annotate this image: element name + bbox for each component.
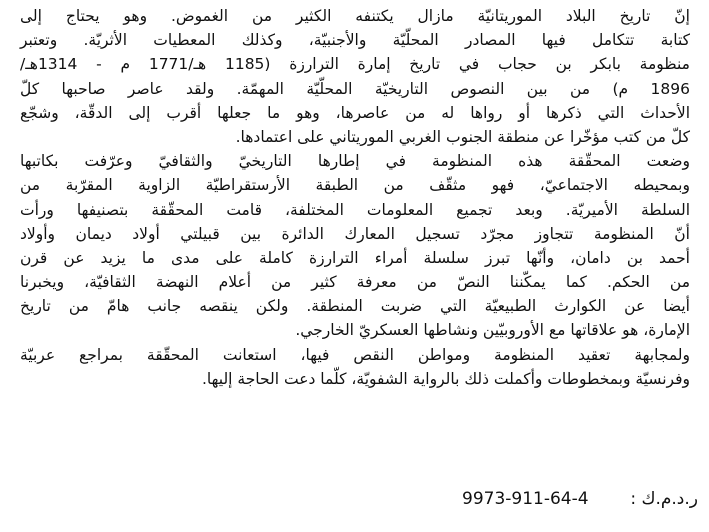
- text-line-4: 1896 م) من بين النصوص التاريخيّة المحلّيّة المهمّة. ولقد عاصر صاحبها كلّ: [20, 79, 690, 98]
- text-line-7: وضعت المحقّقة هذه المنظومة في إطارها التاريخيّ والثقافيّ وعرّفت بكاتبها: [20, 152, 690, 171]
- text-line-10: أنّ المنظومة تتجاوز مجرّد تسجيل المعارك الدائرة بين قبيلتي أولاد ديمان وأولاد: [20, 224, 690, 243]
- text-line-6: كلّ من كتب مؤخّرا عن منطقة الجنوب الغربي الموريتاني على اعتمادها.: [235, 127, 690, 146]
- text-line-5: الأحداث التي ذكرها أو رواها له من عاصرها، وهو ما جعلها أقرب إلى الدقّة، وشجّع: [20, 103, 690, 122]
- body-text: [20, 4, 690, 391]
- isbn-number: 9973-911-64-4: [462, 489, 589, 509]
- text-line-1: إنّ تاريخ البلاد الموريتانيّة مازال يكتنفه الكثير من الغموض. وهو يحتاج إلى: [20, 7, 690, 25]
- text-line-2: كتابة تتكامل فيها المصادر المحلّيّة والأجنبيّة، وكذلك المعطيات الأثريّة. وتعتبر: [20, 31, 690, 50]
- text-line-11: أحمد بن دامان، وأنّها تبرز سلسلة أمراء الترارزة كاملة على مدى ما يزيد عن قرن: [20, 248, 690, 267]
- isbn-label: ر.د.م.ك :: [630, 489, 698, 509]
- text-line-8: وبمحيطه الاجتماعيّ، فهو مثقّف من الطبقة الأرستقراطيّة الزاوية المقرّبة من: [20, 176, 690, 195]
- text-line-12: من الحكم. كما يمكّننا النصّ من معرفة كثير من أعلام النهضة الثقافيّة، ويخبرنا: [20, 273, 690, 292]
- text-line-9: السلطة الأميريّة. وبعد تجميع المعلومات المختلفة، قامت المحقّقة بتصنيفها ورأت: [20, 200, 690, 219]
- text-line-16: وفرنسيّة وبمخطوطات وأكملت ذلك بالرواية الشفويّة، كلّما دعت الحاجة إليها.: [201, 369, 690, 388]
- text-line-14: الإمارة، هو علاقاتها مع الأوروبيّين ونشاطها العسكريّ الخارجي.: [295, 321, 690, 340]
- text-line-15: ولمجابهة تعقيد المنظومة ومواطن النقص فيها، استعانت المحقّقة بمراجع عربيّة: [20, 345, 690, 364]
- text-line-13: أيضا عن الكوارث الطبيعيّة التي ضربت المنطقة. ولكن ينقصه جانب هامّ من تاريخ: [20, 297, 690, 316]
- text-line-3: منظومة بابكر بن حجاب في تاريخ إمارة الترارزة (1185 هـ/1771 م - 1314هـ/: [20, 55, 690, 74]
